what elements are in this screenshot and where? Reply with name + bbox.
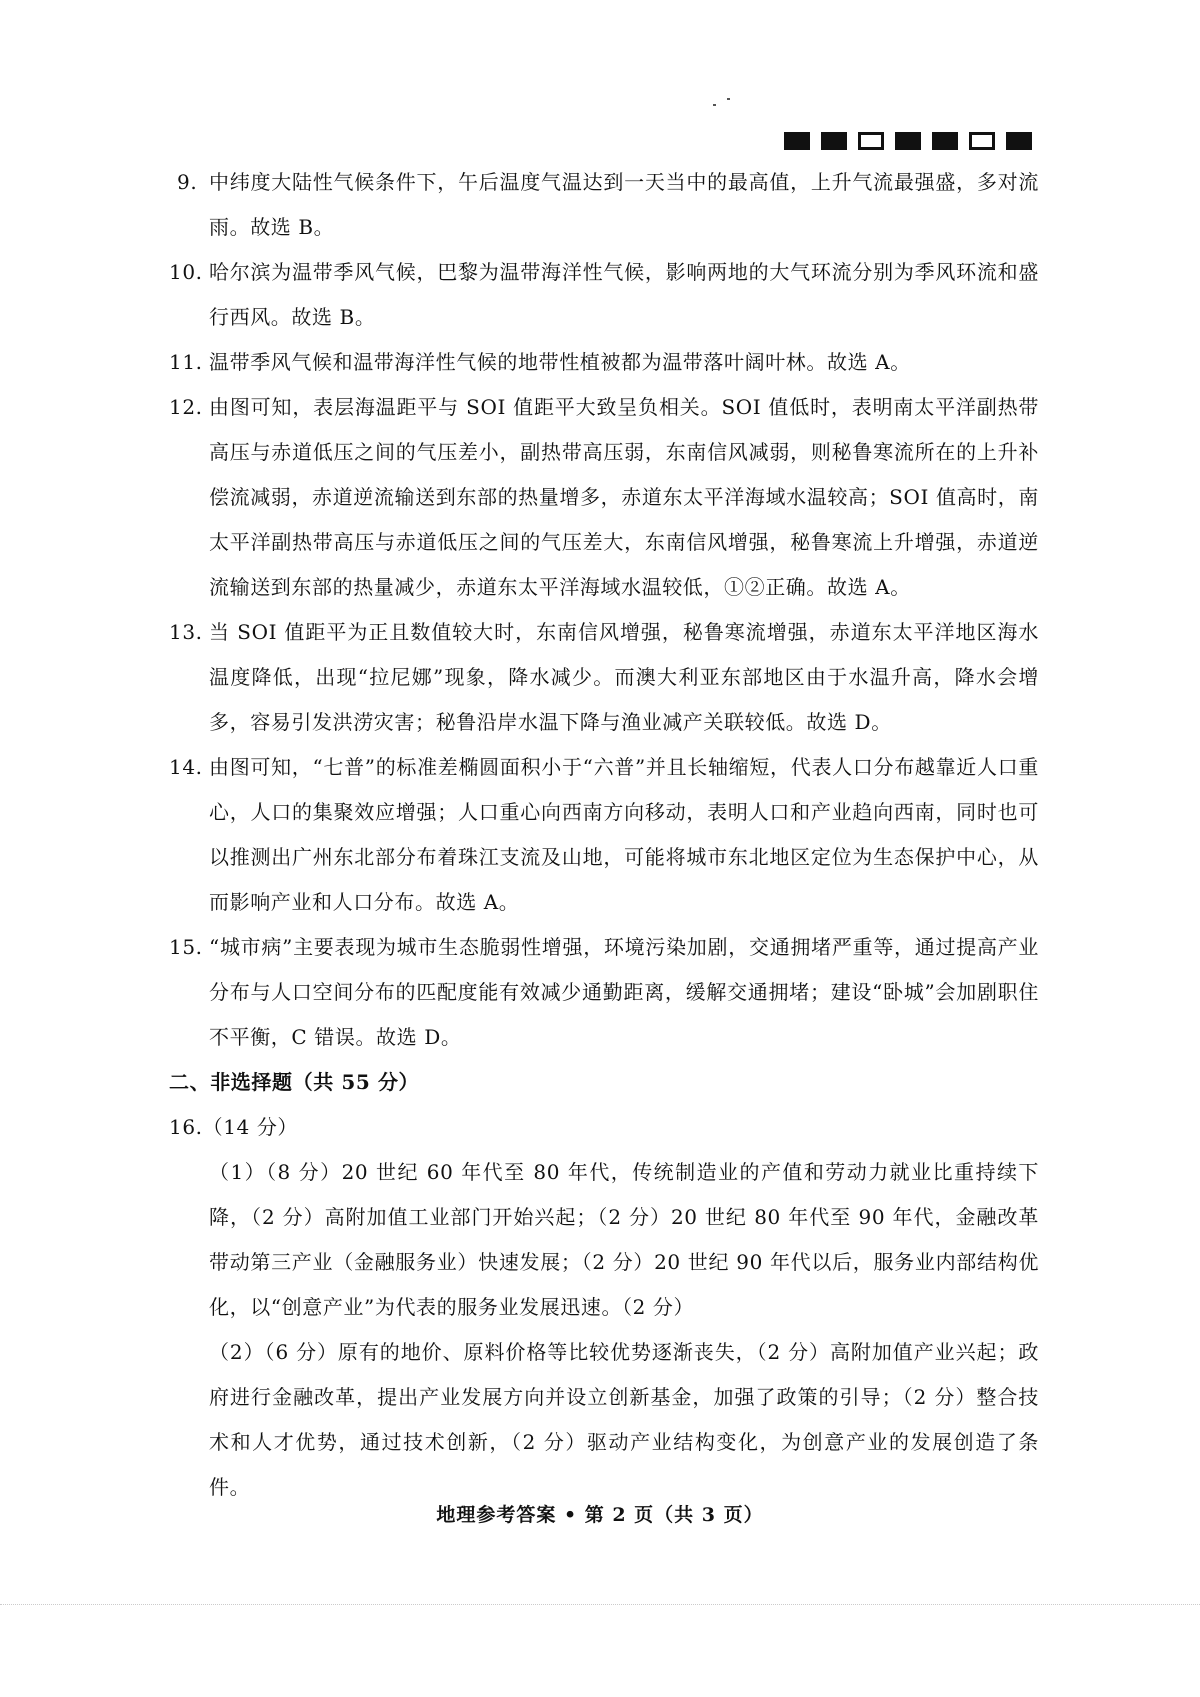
question-number: 15.	[169, 935, 203, 959]
answer-item-14	[169, 745, 1039, 925]
answer-content	[169, 160, 1039, 1510]
section-title: 二、非选择题（共 55 分）	[169, 1070, 420, 1094]
answer-text: “城市病”主要表现为城市生态脆弱性增强，环境污染加剧，交通拥堵严重等，通过提高产业分布与人口空间分布的匹配度能有效减少通勤距离，缓解交通拥堵；建设“卧城”会加剧职住不平衡，C 错误。故选 D。	[209, 935, 1039, 1049]
answer-item-13	[169, 610, 1039, 745]
answer-text: 由图可知，“七普”的标准差椭圆面积小于“六普”并且长轴缩短，代表人口分布越靠近人口重心，人口的集聚效应增强；人口重心向西南方向移动，表明人口和产业趋向西南，同时也可以推测出广州东北部分布着珠江支流及山地，可能将城市东北地区定位为生态保护中心，从而影响产业和人口分布。故选 A。	[209, 755, 1039, 914]
filled-square-mark	[784, 132, 810, 150]
paper-code-marks	[784, 132, 1032, 150]
sub-answer-2: （2）（6 分）原有的地价、原料价格等比较优势逐渐丧失，（2 分）高附加值产业兴起；政府进行金融改革，提出产业发展方向并设立创新基金，加强了政策的引导；（2 分）整合技术和人才优势，通过技术创新，（2 分）驱动产业结构变化，为创意产业的发展创造了条件。	[209, 1340, 1039, 1499]
answer-text: 中纬度大陆性气候条件下，午后温度气温达到一天当中的最高值，上升气流最强盛，多对流雨。故选 B。	[209, 170, 1039, 239]
answer-item-11	[169, 340, 1039, 385]
hollow-square-mark	[969, 132, 995, 150]
answer-item-9	[169, 160, 1039, 250]
question-16-header	[169, 1105, 1039, 1150]
question-number: 12.	[169, 395, 203, 419]
scan-speck	[713, 104, 716, 106]
question-number: 11.	[169, 350, 203, 374]
question-number: 9.	[177, 170, 198, 194]
answer-item-12	[169, 385, 1039, 610]
question-number: 14.	[169, 755, 203, 779]
filled-square-mark	[932, 132, 958, 150]
question-score: （14 分）	[202, 1115, 299, 1139]
answer-item-10	[169, 250, 1039, 340]
question-number: 16.	[169, 1115, 203, 1139]
scan-edge-line	[0, 1604, 1200, 1605]
question-number: 10.	[169, 260, 203, 284]
answer-item-15	[169, 925, 1039, 1060]
filled-square-mark	[821, 132, 847, 150]
page-footer: 地理参考答案 • 第 2 页（共 3 页）	[436, 1504, 764, 1526]
filled-square-mark	[895, 132, 921, 150]
answer-item-16	[169, 1105, 1039, 1510]
question-number: 13.	[169, 620, 203, 644]
answer-text: 哈尔滨为温带季风气候，巴黎为温带海洋性气候，影响两地的大气环流分别为季风环流和盛行西风。故选 B。	[209, 260, 1039, 329]
answer-text: 由图可知，表层海温距平与 SOI 值距平大致呈负相关。SOI 值低时，表明南太平洋副热带高压与赤道低压之间的气压差小，副热带高压弱，东南信风减弱，则秘鲁寒流所在的上升补偿流减弱，赤道逆流输送到东部的热量增多，赤道东太平洋海域水温较高；SOI 值高时，南太平洋副热带高压与赤道低压之间的气压差大，东南信风增强，秘鲁寒流上升增强，赤道逆流输送到东部的热量减少，赤道东太平洋海域水温较低，①②正确。故选 A。	[209, 395, 1039, 599]
answer-text: 温带季风气候和温带海洋性气候的地带性植被都为温带落叶阔叶林。故选 A。	[209, 350, 911, 374]
answer-text: 当 SOI 值距平为正且数值较大时，东南信风增强，秘鲁寒流增强，赤道东太平洋地区海水温度降低，出现“拉尼娜”现象，降水减少。而澳大利亚东部地区由于水温升高，降水会增多，容易引发洪涝灾害；秘鲁沿岸水温下降与渔业减产关联较低。故选 D。	[209, 620, 1039, 734]
sub-answer-1: （1）（8 分）20 世纪 60 年代至 80 年代，传统制造业的产值和劳动力就业比重持续下降，（2 分）高附加值工业部门开始兴起；（2 分）20 世纪 80 年代至 90 年代，金融改革带动第三产业（金融服务业）快速发展；（2 分）20 世纪 90 年代以后，服务业内部结构优化，以“创意产业”为代表的服务业发展迅速。（2 分）	[209, 1160, 1039, 1319]
filled-square-mark	[1006, 132, 1032, 150]
hollow-square-mark	[858, 132, 884, 150]
scan-speck	[727, 98, 730, 100]
